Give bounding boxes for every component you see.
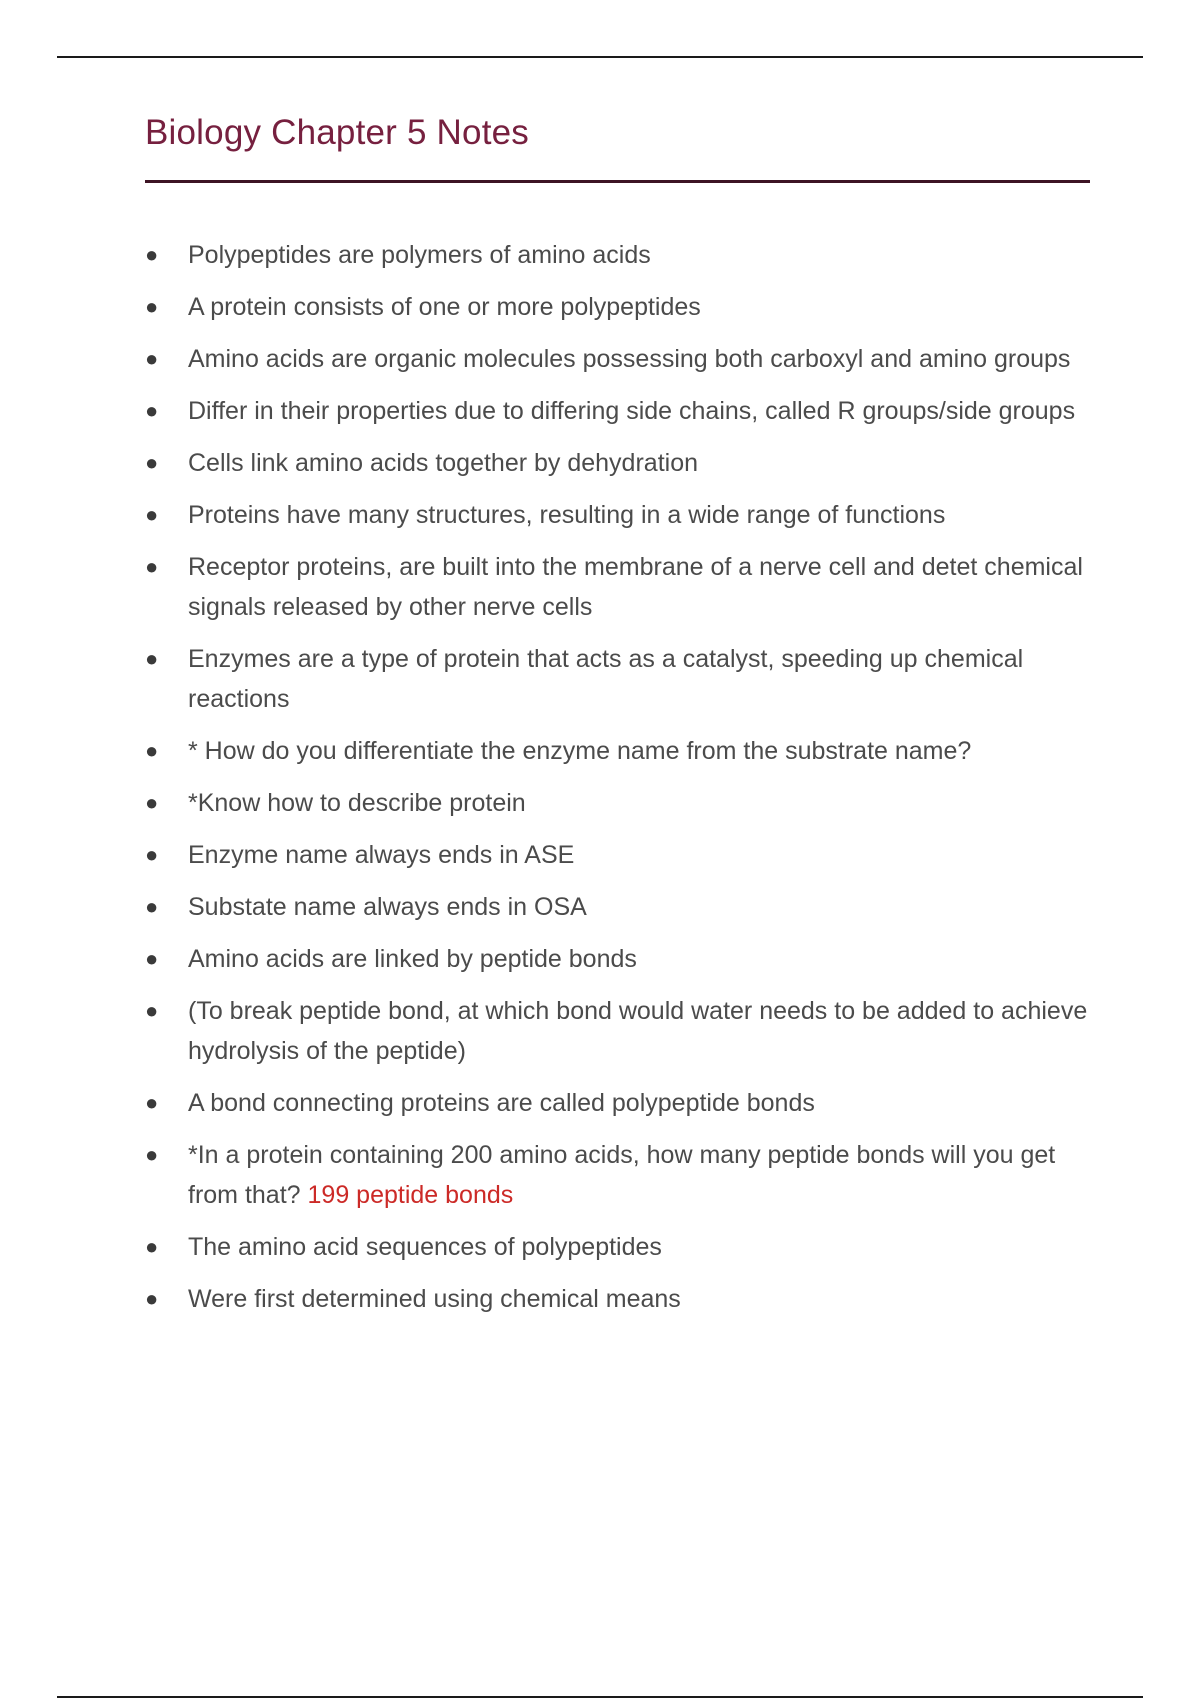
note-text: Proteins have many structures, resulting in a wide range of functions [188,500,946,529]
note-text: * How do you differentiate the enzyme name from the substrate name? [188,736,972,765]
list-item [145,939,1090,979]
note-text: Polypeptides are polymers of amino acids [188,240,651,269]
bullet-icon: ● [145,1233,159,1259]
list-item [145,835,1090,875]
bullet-icon: ● [145,1285,159,1311]
list-item [145,1135,1090,1215]
list-item [145,991,1090,1071]
bullet-icon: ● [145,997,159,1023]
list-item [145,443,1090,483]
list-item [145,495,1090,535]
list-item [145,639,1090,719]
list-item [145,887,1090,927]
bullet-icon: ● [145,449,159,475]
document-body [145,110,1090,1331]
list-item [145,287,1090,327]
list-item [145,547,1090,627]
note-text: Amino acids are linked by peptide bonds [188,944,637,973]
note-text: Differ in their properties due to differing side chains, called R groups/side groups [188,396,1076,425]
bullet-icon: ● [145,1089,159,1115]
list-item [145,731,1090,771]
bullet-icon: ● [145,737,159,763]
answer-highlight: 199 peptide bonds [307,1180,514,1209]
note-text: Enzyme name always ends in ASE [188,840,575,869]
bullet-icon: ● [145,945,159,971]
note-text: Cells link amino acids together by dehydration [188,448,698,477]
bullet-icon: ● [145,553,159,579]
bullet-icon: ● [145,841,159,867]
note-text: Substate name always ends in OSA [188,892,587,921]
note-text: Were first determined using chemical means [188,1284,681,1313]
bullet-icon: ● [145,789,159,815]
page-bottom-rule [57,1696,1143,1698]
page-title: Biology Chapter 5 Notes [145,113,529,152]
list-item [145,1279,1090,1319]
note-text: Enzymes are a type of protein that acts as a catalyst, speeding up chemical reactions [188,644,1024,713]
bullet-icon: ● [145,501,159,527]
bullet-icon: ● [145,1141,159,1167]
note-text: Amino acids are organic molecules possessing both carboxyl and amino groups [188,344,1071,373]
bullet-icon: ● [145,345,159,371]
list-item [145,1083,1090,1123]
list-item [145,339,1090,379]
notes-list [145,235,1090,1319]
list-item [145,235,1090,275]
note-text: A bond connecting proteins are called polypeptide bonds [188,1088,815,1117]
note-text: Receptor proteins, are built into the membrane of a nerve cell and detet chemical signals released by other nerve cells [188,552,1083,621]
note-text: A protein consists of one or more polypeptides [188,292,701,321]
bullet-icon: ● [145,893,159,919]
bullet-icon: ● [145,397,159,423]
note-text: (To break peptide bond, at which bond would water needs to be added to achieve hydrolysis of the peptide) [188,996,1088,1065]
list-item [145,1227,1090,1267]
note-text: *Know how to describe protein [188,788,526,817]
bullet-icon: ● [145,241,159,267]
title-underline [145,180,1090,183]
list-item [145,391,1090,431]
note-text: *In a protein containing 200 amino acids, how many peptide bonds will you get from that? [188,1140,1056,1209]
list-item [145,783,1090,823]
bullet-icon: ● [145,293,159,319]
note-text: The amino acid sequences of polypeptides [188,1232,662,1261]
bullet-icon: ● [145,645,159,671]
page-top-rule [57,56,1143,58]
